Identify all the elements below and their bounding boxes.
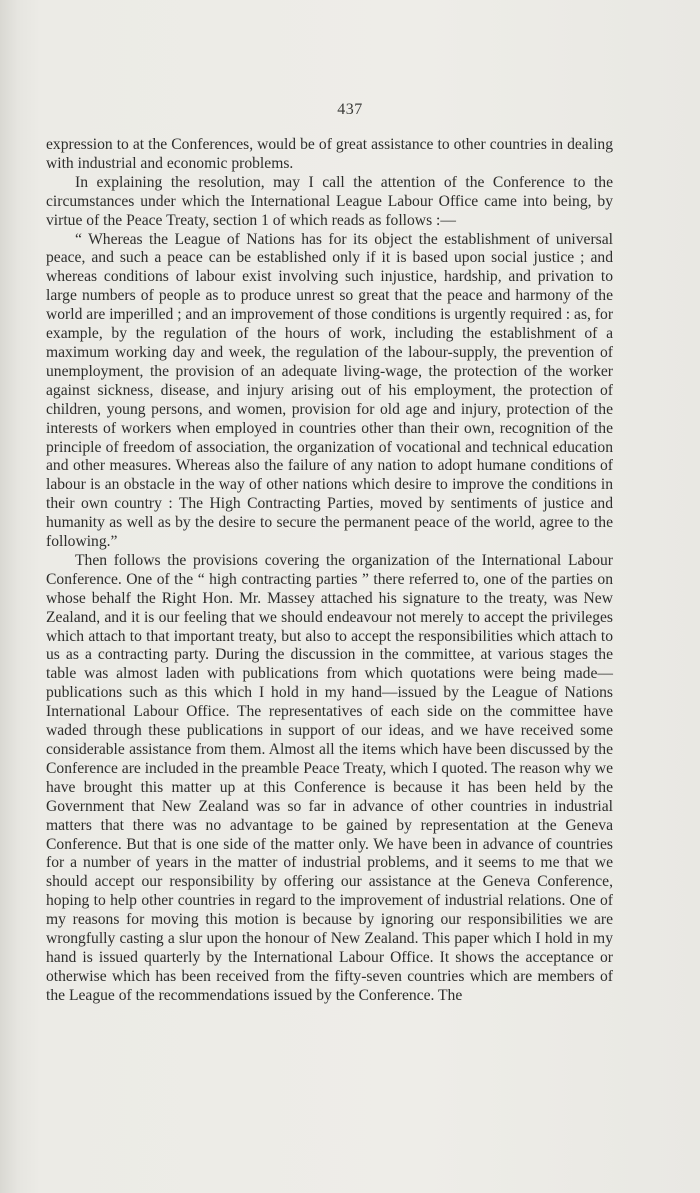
- paragraph-continuation: expression to at the Conferences, would be of great assistance to other countries in dealing with industrial and economic problems.: [46, 136, 613, 172]
- paragraph-resolution: In explaining the resolution, may I call the attention of the Conference to the circumstances under which the International League Labour Office came into being, by virtue of the Peace Treaty, section 1 of which reads as follows :—: [46, 173, 613, 229]
- paragraph-treaty-quote: “ Whereas the League of Nations has for its object the establishment of universal peace, and such a peace can be established only if it is based upon social justice ; and whereas conditions of labour exist involving such injustice, hardship, and privation to large numbers of people as to produce unrest so great that the peace and harmony of the world are imperilled ; and an improvement of those conditions is urgently required : as, for example, by the regulation of the hours of work, including the establishment of a maximum working day and week, the regulation of the labour-supply, the prevention of unemployment, the provision of an adequate living-wage, the protection of the worker against sickness, disease, and injury arising out of his employment, the protection of children, young persons, and women, provision for old age and injury, protection of the interests of workers when employed in countries other than their own, recognition of the principle of freedom of association, the organization of vocational and technical education and other measures. Whereas also the failure of any nation to adopt humane conditions of labour is an obstacle in the way of other nations which desire to improve the conditions in their own country : The High Contracting Parties, moved by sentiments of justice and humanity as well as by the desire to secure the permanent peace of the world, agree to the following.”: [46, 230, 614, 551]
- body-text: [46, 136, 613, 1006]
- paragraph-provisions: Then follows the provisions covering the organization of the International Labour Conference. One of the “ high contracting parties ” there referred to, one of the parties on whose behalf the Right Hon. Mr. Massey attached his signature to the treaty, was New Zealand, and it is our feeling that we should endeavour not merely to accept the privileges which attach to that important treaty, but also to accept the responsibilities which attach to us as a contracting party. During the discussion in the committee, at various stages the table was almost laden with publications from which quotations were being made—publications such as this which I hold in my hand—issued by the League of Nations International Labour Office. The representatives of each side on the committee have waded through these publications in support of our ideas, and we have received some considerable assistance from them. Almost all the items which have been discussed by the Conference are included in the preamble Peace Treaty, which I quoted. The reason why we have brought this matter up at this Conference is because it has been held by the Government that New Zealand was so far in advance of other countries in industrial matters that there was no advantage to be gained by representation at the Geneva Conference. But that is one side of the matter only. We have been in advance of countries for a number of years in the matter of industrial problems, and it seems to me that we should accept our responsibility by offering our assistance at the Geneva Conference, hoping to help other countries in regard to the improvement of industrial relations. One of my reasons for moving this motion is because by ignoring our responsibilities we are wrongfully casting a slur upon the honour of New Zealand. This paper which I hold in my hand is issued quarterly by the International Labour Office. It shows the acceptance or otherwise which has been received from the fifty-seven countries which are members of the League of the recommendations issued by the Conference. The: [46, 551, 613, 1004]
- page-number: 437: [337, 101, 363, 118]
